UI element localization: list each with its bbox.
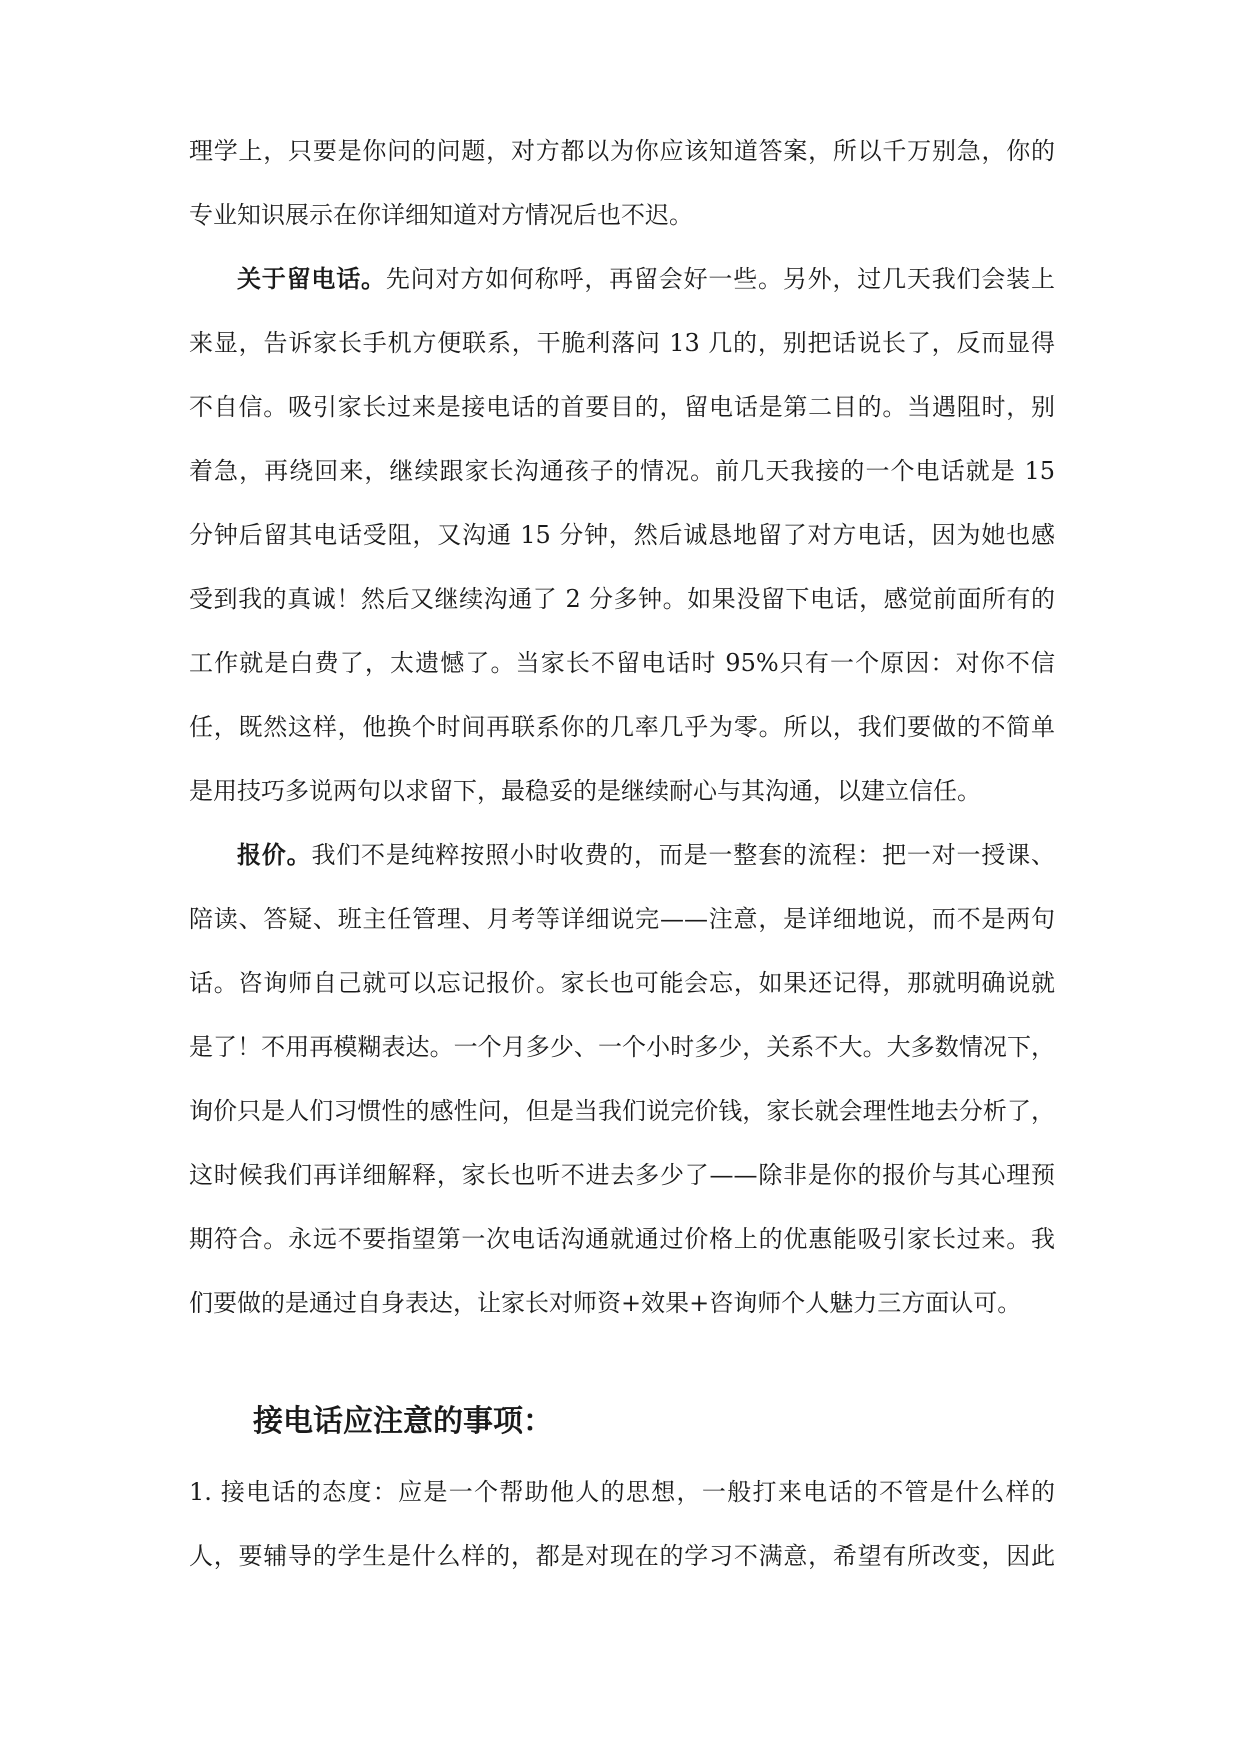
list-item-1-line-1: 1. 接电话的态度：应是一个帮助他人的思想，一般打来电话的不管是什么样的 <box>189 1478 1055 1506</box>
paragraph-2-line-1-text: 先问对方如何称呼，再留会好一些。另外，过几天我们会装上 <box>385 265 1055 293</box>
paragraph-3-line-3: 话。咨询师自己就可以忘记报价。家长也可能会忘，如果还记得，那就明确说就 <box>189 969 1055 997</box>
paragraph-3-line-1 <box>237 835 1055 875</box>
paragraph-2-line-9: 是用技巧多说两句以求留下，最稳妥的是继续耐心与其沟通，以建立信任。 <box>189 777 981 805</box>
list-item-1-line-2: 人，要辅导的学生是什么样的，都是对现在的学习不满意，希望有所改变，因此 <box>189 1542 1055 1570</box>
paragraph-3-line-7: 期符合。永远不要指望第一次电话沟通就通过价格上的优惠能吸引家长过来。我 <box>189 1225 1055 1253</box>
paragraph-2-line-4: 着急，再绕回来，继续跟家长沟通孩子的情况。前几天我接的一个电话就是 15 <box>189 457 1055 485</box>
paragraph-3-line-2: 陪读、答疑、班主任管理、月考等详细说完——注意，是详细地说，而不是两句 <box>189 905 1055 933</box>
paragraph-1-line-1: 理学上，只要是你问的问题，对方都以为你应该知道答案，所以千万别急，你的 <box>189 137 1055 165</box>
paragraph-2-line-3: 不自信。吸引家长过来是接电话的首要目的，留电话是第二目的。当遇阻时，别 <box>189 393 1055 421</box>
paragraph-2-line-1 <box>237 259 1055 299</box>
paragraph-2-line-5: 分钟后留其电话受阻，又沟通 15 分钟，然后诚恳地留了对方电话，因为她也感 <box>189 521 1055 549</box>
paragraph-2-line-8: 任，既然这样，他换个时间再联系你的几率几乎为零。所以，我们要做的不简单 <box>189 713 1055 741</box>
paragraph-3-line-1-text: 我们不是纯粹按照小时收费的，而是一整套的流程：把一对一授课、 <box>311 841 1055 869</box>
paragraph-2-label: 关于留电话。 <box>237 264 386 293</box>
paragraph-2-line-6: 受到我的真诚！然后又继续沟通了 2 分多钟。如果没留下电话，感觉前面所有的 <box>189 585 1055 613</box>
paragraph-3-line-5: 询价只是人们习惯性的感性问，但是当我们说完价钱，家长就会理性地去分析了， <box>189 1097 1055 1125</box>
paragraph-2-line-2: 来显，告诉家长手机方便联系，干脆利落问 13 几的，别把话说长了，反而显得 <box>189 329 1055 357</box>
paragraph-2-line-7: 工作就是白费了，太遗憾了。当家长不留电话时 95%只有一个原因：对你不信 <box>189 649 1055 677</box>
section-heading: 接电话应注意的事项： <box>253 1404 553 1439</box>
paragraph-3-label: 报价。 <box>237 840 312 869</box>
paragraph-3-line-4: 是了！不用再模糊表达。一个月多少、一个小时多少，关系不大。大多数情况下， <box>189 1033 1055 1061</box>
paragraph-3-line-8: 们要做的是通过自身表达，让家长对师资+效果+咨询师个人魅力三方面认可。 <box>189 1289 1022 1317</box>
paragraph-1-line-2: 专业知识展示在你详细知道对方情况后也不迟。 <box>189 201 693 229</box>
paragraph-3-line-6: 这时候我们再详细解释，家长也听不进去多少了——除非是你的报价与其心理预 <box>189 1161 1055 1189</box>
